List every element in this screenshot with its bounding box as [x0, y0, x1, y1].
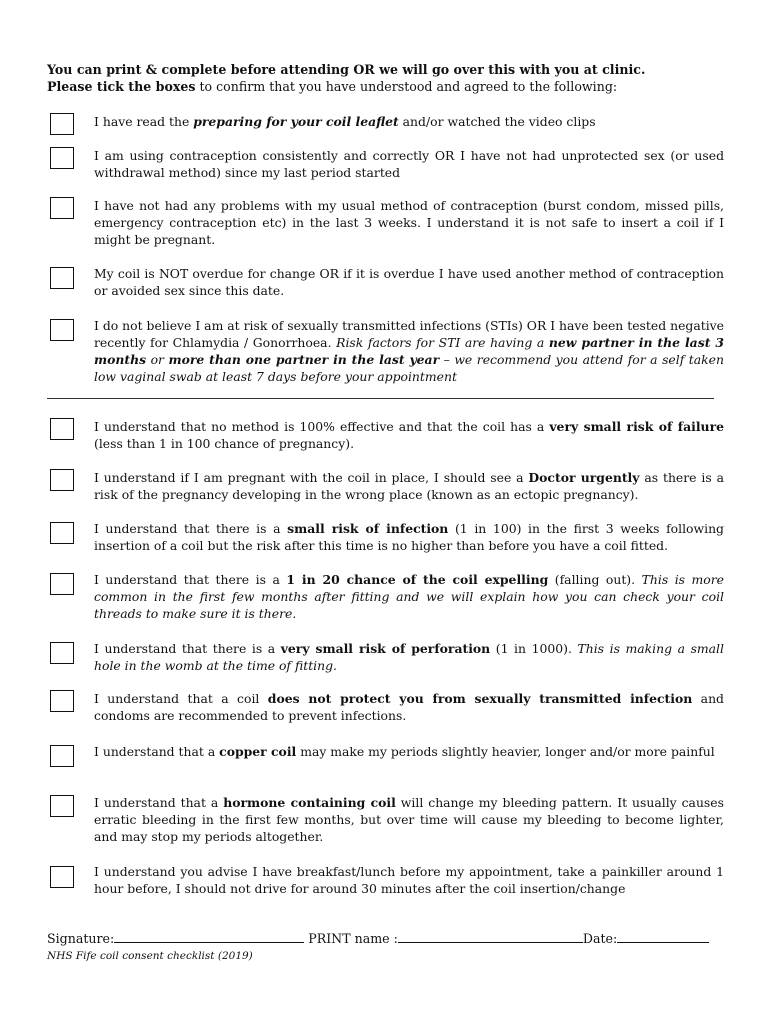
item-text: I understand that there is a very small risk of perforation (1 in 1000). This is making a small hole in the womb at the time of fitting.: [94, 641, 724, 673]
intro-instructions: [47, 61, 737, 95]
checkbox-infection[interactable]: [50, 522, 74, 544]
checkbox-hormone-coil[interactable]: [50, 795, 74, 817]
item-text: I do not believe I am at risk of sexually transmitted infections (STIs) OR I have been tested negative recently for Chlamydia / Gonorrhoea. Risk factors for STI are having a new partner in the last 3 months or more than one partner in the last year – we recommend you attend for a self taken low vaginal swab at least 7 days before your appointment: [94, 318, 724, 384]
item-text: I have read the preparing for your coil leaflet and/or watched the video clips: [94, 114, 596, 129]
item-text: I understand that there is a small risk of infection (1 in 100) in the first 3 weeks following insertion of a coil but the risk after this time is no higher than before you have a coil fitted.: [94, 521, 724, 553]
item-text: I am using contraception consistently and correctly OR I have not had unprotected sex (or used withdrawal method) since my last period started: [94, 148, 724, 180]
item-text: I understand you advise I have breakfast/lunch before my appointment, take a painkiller around 1 hour before, I should not drive for around 30 minutes after the coil insertion/change: [94, 864, 724, 896]
signature-field[interactable]: [114, 930, 304, 943]
checkbox-copper-coil[interactable]: [50, 745, 74, 767]
date-label: Date:: [582, 931, 618, 946]
checkbox-pregnancy[interactable]: [50, 469, 74, 491]
checkbox-no-problems[interactable]: [50, 197, 74, 219]
checkbox-expulsion[interactable]: [50, 573, 74, 595]
item-text: I have not had any problems with my usual method of contraception (burst condom, missed pills, emergency contraception etc) in the last 3 weeks. I understand it is not safe to insert a coil if I might be pregnant.: [94, 198, 724, 247]
item-text: I understand if I am pregnant with the coil in place, I should see a Doctor urgently as there is a risk of the pregnancy developing in the wrong place (known as an ectopic pregnancy).: [94, 470, 724, 502]
intro-line-1: You can print & complete before attending OR we will go over this with you at clinic.: [47, 62, 646, 77]
checkbox-failure-risk[interactable]: [50, 418, 74, 440]
date-field[interactable]: [617, 930, 709, 943]
item-text: My coil is NOT overdue for change OR if it is overdue I have used another method of contraception or avoided sex since this date.: [94, 266, 724, 298]
checkbox-leaflet[interactable]: [50, 113, 74, 135]
signature-label: Signature:: [47, 931, 115, 946]
intro-line-2: Please tick the boxes to confirm that you have understood and agreed to the following:: [47, 79, 618, 94]
section-divider: [47, 398, 714, 399]
checkbox-appointment-advice[interactable]: [50, 866, 74, 888]
item-text: I understand that there is a 1 in 20 chance of the coil expelling (falling out). This is more common in the first few months after fitting and we will explain how you can check your coil threads to make sure it is there.: [94, 572, 724, 621]
item-text: I understand that a hormone containing coil will change my bleeding pattern. It usually causes erratic bleeding in the first few months, but over time will cause my bleeding to become lighter, and may stop my periods altogether.: [94, 795, 724, 844]
print-name-field[interactable]: [398, 930, 583, 943]
checkbox-coil-not-overdue[interactable]: [50, 267, 74, 289]
item-text: I understand that a coil does not protect you from sexually transmitted infection and condoms are recommended to prevent infections.: [94, 691, 724, 723]
print-name-label: PRINT name :: [304, 931, 398, 946]
item-text: I understand that a copper coil may make my periods slightly heavier, longer and/or more painful: [94, 744, 715, 759]
checkbox-sti-protection[interactable]: [50, 690, 74, 712]
checkbox-contraception-use[interactable]: [50, 147, 74, 169]
checkbox-sti-risk[interactable]: [50, 319, 74, 341]
item-text: I understand that no method is 100% effective and that the coil has a very small risk of failure (less than 1 in 100 chance of pregnancy).: [94, 419, 724, 451]
checkbox-perforation[interactable]: [50, 642, 74, 664]
footer-note: NHS Fife coil consent checklist (2019): [47, 950, 253, 962]
signature-row: [47, 930, 709, 947]
